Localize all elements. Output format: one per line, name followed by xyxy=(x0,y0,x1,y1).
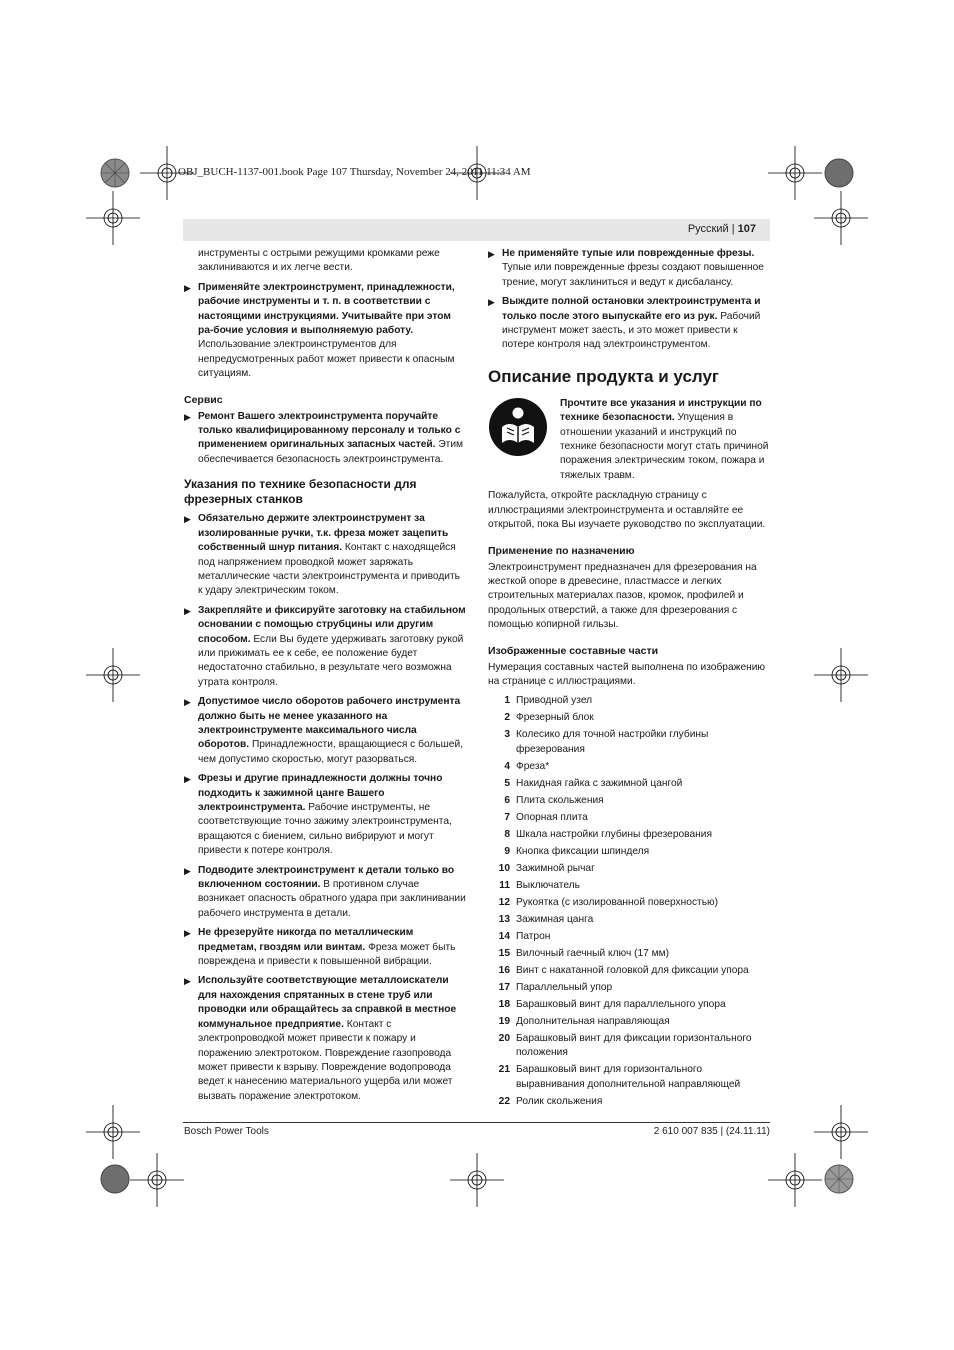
bullet-bold: Применяйте электроинструмент, принадлежности, рабочие инструменты и т. п. в соответствии с настоящими инструкциями. Учитывайте при этом ра-бочие условия и выполняемую работу. xyxy=(198,281,455,337)
footer-doc-number: 2 610 007 835 | (24.11.11) xyxy=(653,1126,770,1137)
bullet-item xyxy=(184,604,466,690)
bullet-text: Рабочие инструменты, не соответствующие точно зажиму электроинструмента, вращаются с биением, сильно вибрируют и могут привести к потере контроля. xyxy=(198,802,452,857)
page-header xyxy=(183,219,770,241)
bullet-text: Этим обеспечивается безопасность электроинструмента. xyxy=(198,439,464,465)
fold-out-note: Пожалуйста, откройте раскладную страницу с иллюстрациями электроинструмента и оставляйте ее открытой, пока Вы изучаете руководство по эксплуатации. xyxy=(488,490,766,531)
part-number: 12 xyxy=(498,896,510,908)
part-label: Плита скольжения xyxy=(516,794,604,806)
part-label: Винт с накатанной головкой для фиксации упора xyxy=(516,964,749,976)
bullet-bold: Не фрезеруйте никогда по металлическим предметам, гвоздям или винтам. xyxy=(198,927,414,953)
parts-list-item xyxy=(488,811,770,825)
warning-text: Упущения в отношении указаний и инструкций по технике безопасности могут стать причиной поражения электрическим током, пожара и тяжелых травм. xyxy=(560,412,769,481)
bullet-bold: Выждите полной остановки электроинструмента и только после этого выпускайте его из рук. xyxy=(502,296,761,322)
intended-use-text: Электроинструмент предназначен для фрезерования на жесткой опоре в древесине, пластмассе и легких строительных материалах пазов, кромок, профилей и продольных отверстий, а также для фрезерования с помощью копирной гильзы. xyxy=(488,561,757,631)
service-heading: Сервис xyxy=(184,393,223,406)
left-column xyxy=(184,247,466,1109)
parts-list-item xyxy=(488,728,770,757)
bullet-arrow-icon: ▶ xyxy=(488,249,495,259)
part-number: 9 xyxy=(504,845,510,857)
bullet-text: Рабочий инструмент может заесть, и это может привести к потере контроля над электроинструментом. xyxy=(502,310,761,351)
part-number: 17 xyxy=(498,981,510,993)
part-number: 7 xyxy=(504,811,510,823)
print-info: OBJ_BUCH-1137-001.book Page 107 Thursday, November 24, 2011 11:34 AM xyxy=(178,166,531,178)
parts-list-item xyxy=(488,828,770,842)
parts-list-item xyxy=(488,694,770,708)
parts-list xyxy=(488,694,770,1109)
header-separator: | xyxy=(728,223,738,235)
part-label: Зажимная цанга xyxy=(516,913,594,925)
parts-list-item xyxy=(488,930,770,944)
intro-continuation: инструменты с острыми режущими кромками реже заклиниваются и их легче вести. xyxy=(198,248,440,274)
registration-mark-left-middle xyxy=(86,648,140,702)
bullet-arrow-icon: ▶ xyxy=(184,282,191,293)
calibration-disk-top-right xyxy=(824,158,854,188)
registration-mark-bottom-left xyxy=(130,1153,184,1207)
bullet-bold: Ремонт Вашего электроинструмента поручайте только квалифицированному персоналу и только с применением оригинальных запасных частей. xyxy=(198,410,461,451)
bullet-item xyxy=(184,695,466,767)
bullet-bold: Допустимое число оборотов рабочего инструмента должно быть не менее указанного на электроинструменте максимального числа оборотов. xyxy=(198,696,461,751)
parts-list-item xyxy=(488,1095,770,1109)
read-manual-icon xyxy=(488,397,548,457)
bullet-bold: Не применяйте тупые или поврежденные фрезы. xyxy=(502,248,755,259)
header-text xyxy=(688,223,756,235)
part-label: Накидная гайка с зажимной цангой xyxy=(516,777,683,789)
right-column xyxy=(488,247,770,1112)
bullet-item xyxy=(184,512,466,598)
part-number: 1 xyxy=(504,695,510,707)
part-label: Фреза* xyxy=(516,760,550,772)
bullet-arrow-icon: ▶ xyxy=(184,411,191,422)
bullet-bold: Подводите электроинструмент к детали только во включенном состоянии. xyxy=(198,864,455,891)
bullet-item xyxy=(184,864,466,922)
bullet-text: Принадлежности, вращающиеся с большей, чем допустимо скоростью, могут разорваться. xyxy=(198,739,463,765)
parts-list-item xyxy=(488,896,770,910)
bullet-arrow-icon: ▶ xyxy=(488,297,495,308)
bullet-item xyxy=(184,772,466,858)
part-label: Ролик скольжения xyxy=(516,1095,603,1107)
bullet-arrow-icon: ▶ xyxy=(184,976,191,987)
bullet-item xyxy=(184,974,466,1104)
bullet-arrow-icon: ▶ xyxy=(184,928,191,939)
parts-list-item xyxy=(488,964,770,978)
bullet-text: Если Вы будете удерживать заготовку рукой или прижимать ее к себе, ее положение будет недостаточно стабильно, в результате чего возможна утрата контроля. xyxy=(198,633,464,688)
registration-mark-top-left xyxy=(140,146,194,200)
part-label: Дополнительная направляющая xyxy=(516,1015,670,1027)
part-label: Кнопка фиксации шпинделя xyxy=(516,845,650,857)
parts-list-item xyxy=(488,760,770,774)
bullet-item xyxy=(184,410,466,468)
part-label: Шкала настройки глубины фрезерования xyxy=(516,828,712,840)
part-label: Выключатель xyxy=(516,879,580,891)
footer-brand: Bosch Power Tools xyxy=(184,1126,269,1137)
registration-mark-right-upper xyxy=(814,191,868,245)
part-label: Зажимной рычаг xyxy=(516,862,595,874)
bullet-bold: Обязательно держите электроинструмент за изолированные ручки, т.к. фреза может зацепить собственный шнур питания. xyxy=(198,513,449,554)
part-number: 19 xyxy=(498,1015,510,1027)
part-label: Опорная плита xyxy=(516,811,588,823)
part-number: 21 xyxy=(498,1064,510,1076)
footer-divider xyxy=(183,1122,770,1123)
bullet-bold: Закрепляйте и фиксируйте заготовку на стабильном основании с помощью струбцины или другим способом. xyxy=(198,604,466,645)
part-number: 16 xyxy=(498,964,510,976)
part-label: Барашковый винт для параллельного упора xyxy=(516,998,726,1010)
part-number: 15 xyxy=(498,947,510,959)
part-label: Патрон xyxy=(516,930,551,942)
parts-list-item xyxy=(488,862,770,876)
part-number: 8 xyxy=(504,828,510,840)
parts-list-item xyxy=(488,998,770,1012)
part-number: 13 xyxy=(498,913,510,925)
registration-mark-top-center xyxy=(450,146,504,200)
warning-bold: Прочтите все указания и инструкции по технике безопасности. xyxy=(560,397,762,424)
bullet-text: В противном случае возникает опасность обратного удара при заклинивании рабочего инструмента в детали. xyxy=(198,879,466,919)
parts-list-item xyxy=(488,1063,770,1092)
parts-list-item xyxy=(488,879,770,893)
bullet-item xyxy=(184,281,466,382)
parts-list-item xyxy=(488,711,770,725)
product-section-title: Описание продукта и услуг xyxy=(488,366,720,386)
calibration-disk-bottom-left xyxy=(100,1164,130,1194)
part-number: 4 xyxy=(504,760,510,772)
part-label: Фрезерный блок xyxy=(516,712,594,724)
bullet-arrow-icon: ▶ xyxy=(184,605,191,616)
part-number: 2 xyxy=(504,712,510,724)
parts-list-item xyxy=(488,845,770,859)
parts-list-item xyxy=(488,777,770,791)
bullet-item xyxy=(488,295,770,353)
header-language: Русский xyxy=(687,223,729,235)
registration-mark-left-upper xyxy=(86,191,140,245)
registration-mark-right-middle xyxy=(814,648,868,702)
part-label: Рукоятка (с изолированной поверхностью) xyxy=(516,896,719,908)
parts-list-item xyxy=(488,913,770,927)
part-label: Барашковый винт для фиксации горизонтального положения xyxy=(516,1032,752,1059)
bullet-bold: Фрезы и другие принадлежности должны точно подходить к зажимной цанге Вашего электроинструмента. xyxy=(198,773,443,813)
part-label: Барашковый винт для горизонтального выравнивания дополнительной направляющей xyxy=(516,1064,741,1090)
bullet-text: Фреза может быть повреждена и привести к повышенной вибрации. xyxy=(198,941,456,968)
bullet-bold: Используйте соответствующие металлоискатели для нахождения спрятанных в стене труб или проводки или обращайтесь за справкой в местное коммунальное предприятие. xyxy=(198,975,457,1030)
registration-mark-right-lower xyxy=(814,1105,868,1159)
bullet-text: Тупые или поврежденные фрезы создают повышенное трение, могут заклиниться и ведут к дисбалансу. xyxy=(502,262,764,288)
calibration-disk-bottom-right xyxy=(824,1164,854,1194)
part-number: 11 xyxy=(499,879,510,891)
bullet-text: Контакт с электропроводкой может привести к пожару и поражению электротоком. Повреждение газопровода может привести к взрыву. Повреждение водопровода ведет к нанесению материального ущерба или может вызвать поражение электротоком. xyxy=(198,1018,453,1102)
parts-intro: Нумерация составных частей выполнена по изображению на странице с иллюстрациями. xyxy=(488,661,766,687)
bullet-arrow-icon: ▶ xyxy=(184,865,191,876)
part-number: 20 xyxy=(498,1032,510,1044)
registration-mark-left-lower xyxy=(86,1105,140,1159)
part-number: 22 xyxy=(498,1095,510,1107)
part-number: 14 xyxy=(498,930,510,942)
registration-mark-bottom-center xyxy=(450,1153,504,1207)
parts-list-item xyxy=(488,1015,770,1029)
intended-use-heading: Применение по назначению xyxy=(488,544,635,557)
parts-list-item xyxy=(488,794,770,808)
bullet-text: Контакт с находящейся под напряжением проводкой может заряжать металлические части электроинструмента и приводить к удару электрическим током. xyxy=(198,542,460,597)
part-number: 18 xyxy=(498,998,510,1010)
bullet-item xyxy=(488,247,770,290)
bullet-arrow-icon: ▶ xyxy=(184,697,191,708)
part-label: Колесико для точной настройки глубины фрезерования xyxy=(516,729,709,755)
bullet-item xyxy=(184,926,466,969)
section-heading: Указания по технике безопасности для фрезерных станков xyxy=(184,477,417,507)
bullet-text: Использование электроинструментов для непредусмотренных работ может привести к опасным ситуациям. xyxy=(198,339,455,380)
parts-list-item xyxy=(488,1032,770,1061)
page-number: 107 xyxy=(737,223,756,235)
parts-heading: Изображенные составные части xyxy=(488,644,659,657)
part-number: 10 xyxy=(498,862,510,874)
part-label: Параллельный упор xyxy=(516,981,613,993)
parts-list-item xyxy=(488,947,770,961)
bullet-arrow-icon: ▶ xyxy=(184,514,191,525)
part-number: 6 xyxy=(504,794,510,806)
parts-list-item xyxy=(488,981,770,995)
part-number: 5 xyxy=(504,777,510,789)
part-number: 3 xyxy=(504,729,510,741)
part-label: Вилочный гаечный ключ (17 мм) xyxy=(516,947,670,959)
part-label: Приводной узел xyxy=(516,695,593,707)
read-instructions-warning xyxy=(488,397,770,483)
registration-mark-bottom-right xyxy=(768,1153,822,1207)
bullet-arrow-icon: ▶ xyxy=(184,774,191,785)
calibration-disk-top-left xyxy=(100,158,130,188)
